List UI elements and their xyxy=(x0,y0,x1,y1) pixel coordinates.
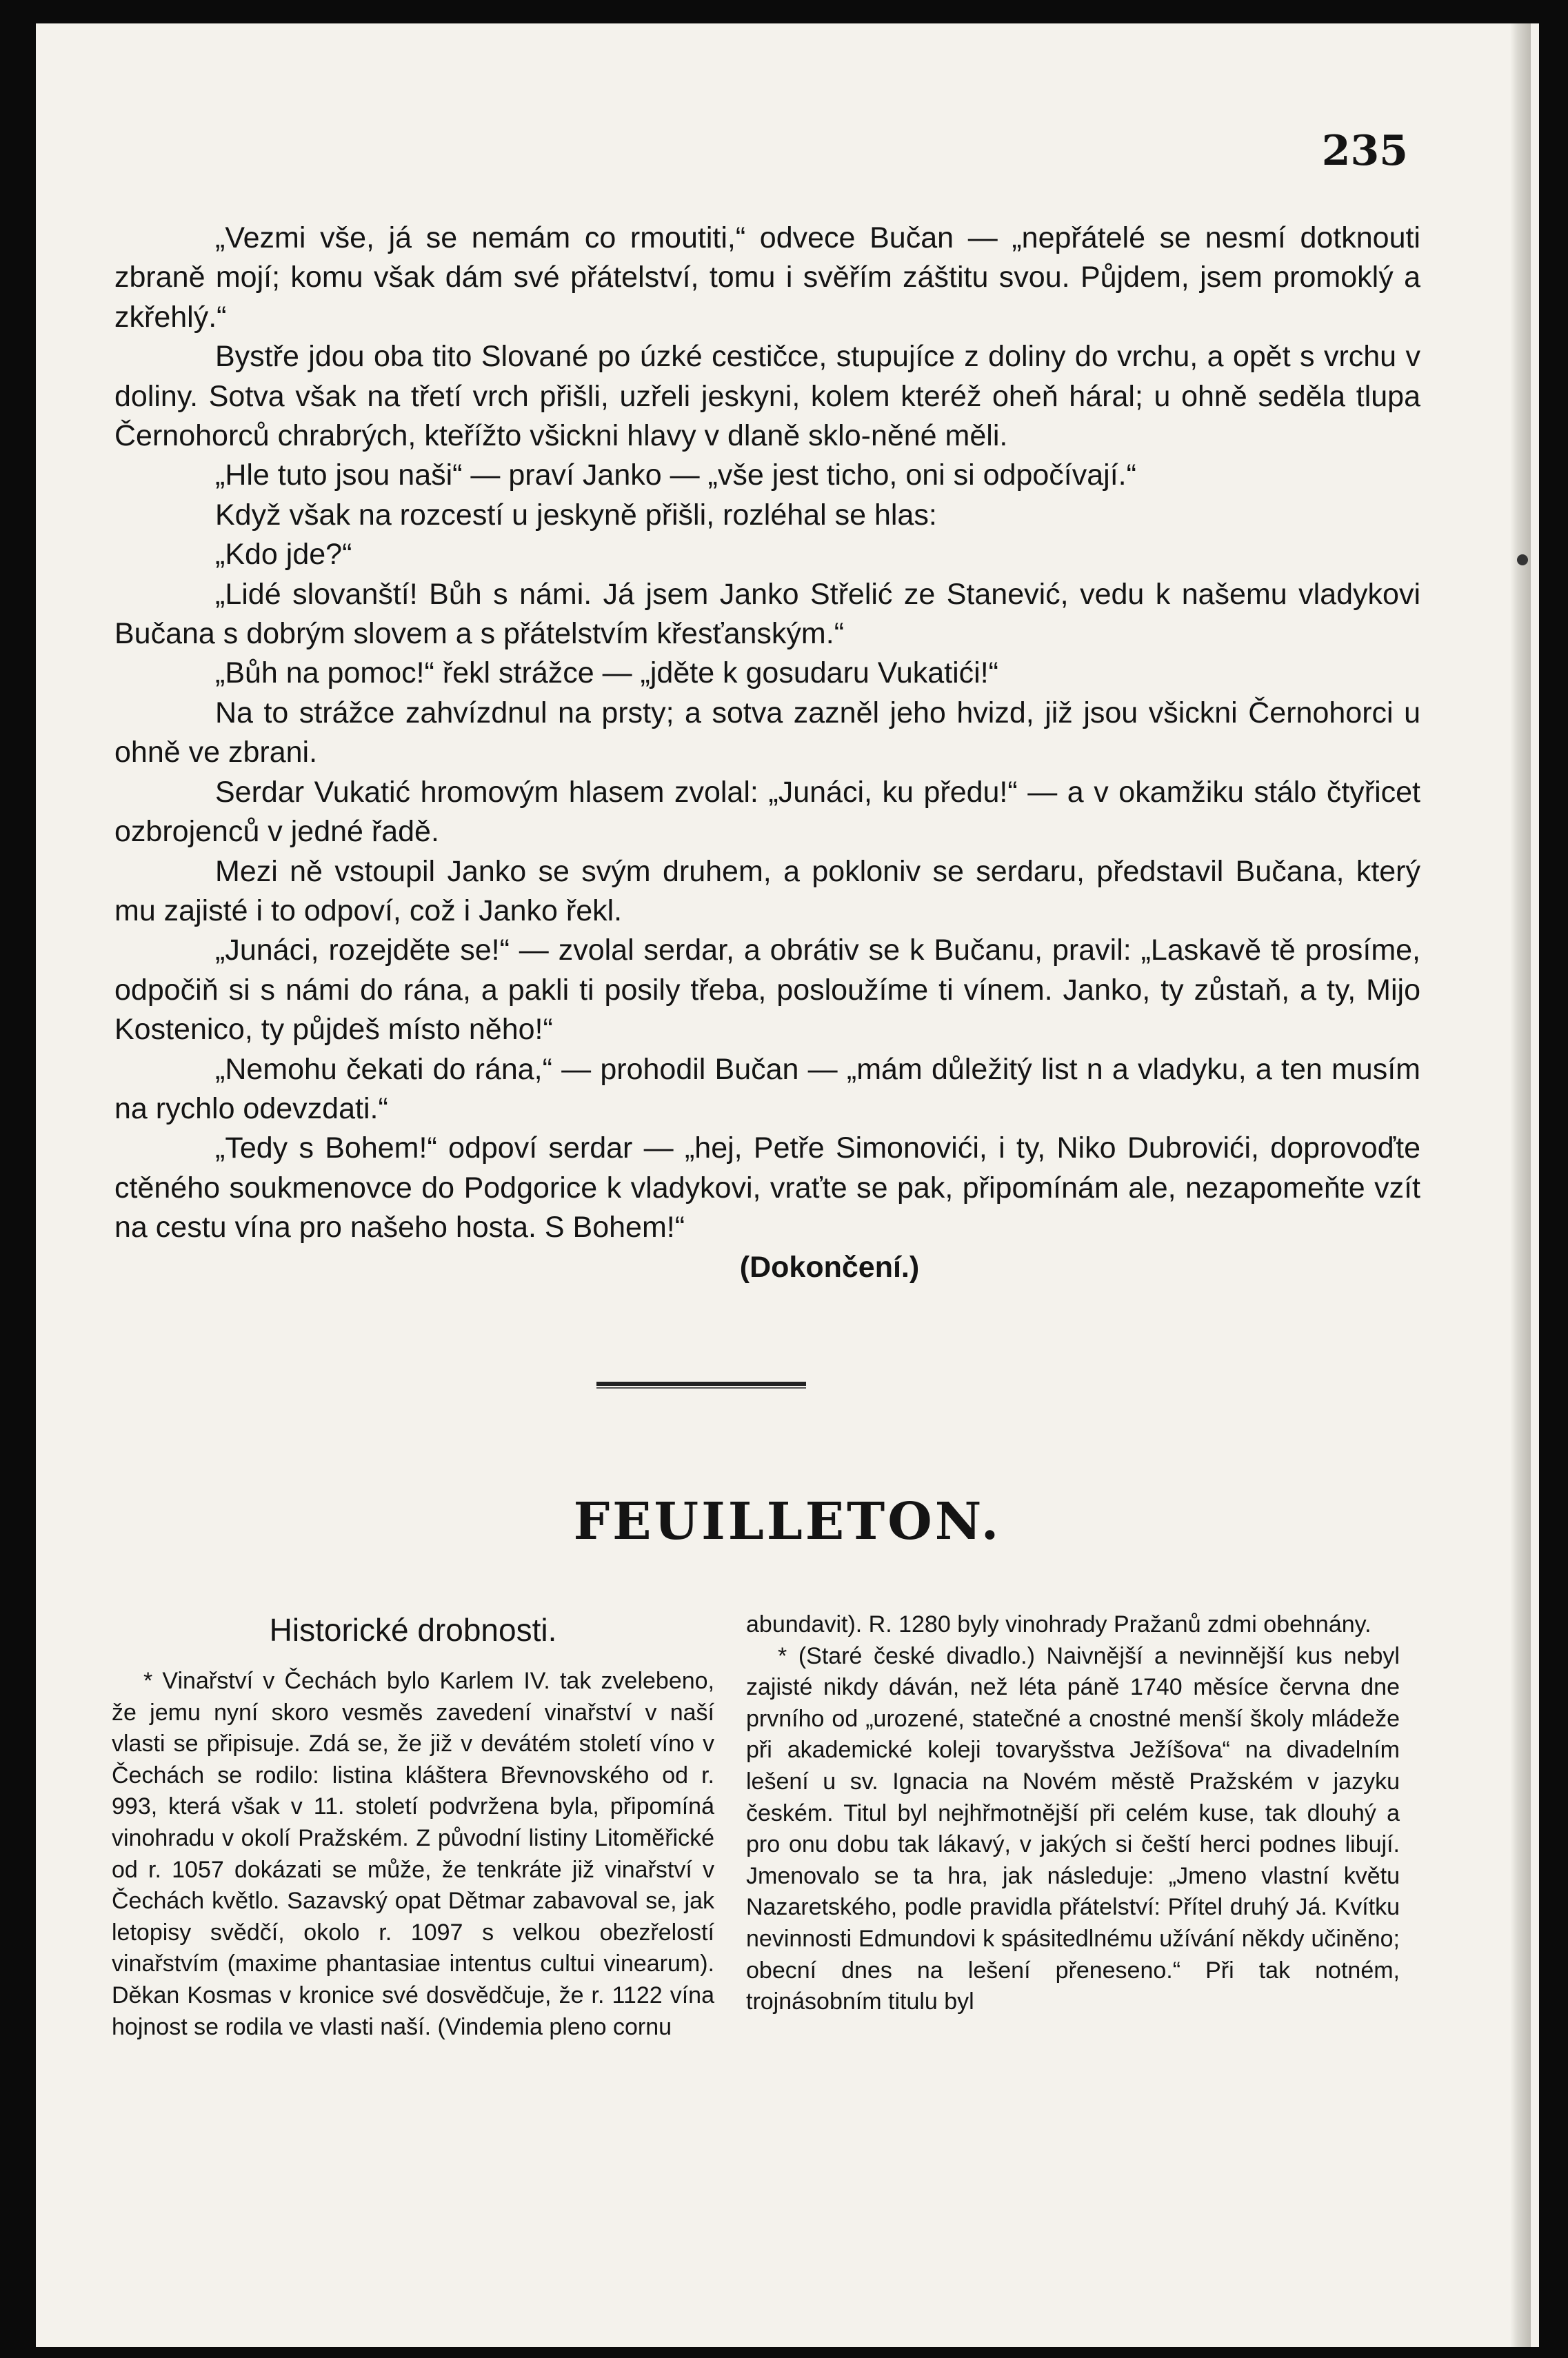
to-be-concluded-note: (Dokončení.) xyxy=(739,1250,920,1284)
page-number: 235 xyxy=(1321,127,1408,175)
story-paragraph: „Bůh na pomoc!“ řekl strážce — „jděte k gosudaru Vukatići!“ xyxy=(215,656,998,690)
left-column xyxy=(112,1609,714,2043)
story-paragraph: „Nemohu čekati do rána,“ — prohodil Bučan — „mám důležitý list n a vladyku, a ten musím na rychlo odevzdati.“ xyxy=(114,1052,1420,1125)
column-paragraph: abundavit). R. 1280 byly vinohrady Pražanů zdmi obehnány. xyxy=(746,1611,1371,1638)
story-paragraph: Na to strážce zahvízdnul na prsty; a sotva zazněl jeho hvizd, již jsou všickni Černohorci u ohně ve zbrani. xyxy=(114,696,1420,769)
story-paragraph: Mezi ně vstoupil Janko se svým druhem, a pokloniv se serdaru, představil Bučana, který mu zajisté i to odpoví, což i Janko řekl. xyxy=(114,854,1420,927)
column-paragraph: * (Staré české divadlo.) Naivnější a nevinnější kus nebyl zajisté nikdy dáván, než léta páně 1740 měsíce června dne prvního od „urozené, statečné a cnostné menší školy mládeže při akademické koleji tovaryšstva Ježíšova“ na divadelním lešení u sv. Ignacia na Novém městě Pražském v jazyku českém. Titul byl nejhřmotnější při celém kuse, tak dlouhý a pro onu dobu tak lákavý, v jakých si čeští herci podnes libují. Jmenovalo se ta hra, jak následuje: „Jmeno vlastní květu Nazaretského, podle pravidla přátelství: Přítel druhý Já. Kvítku nevinnosti Edmundovi k spásitedlnému užívání někdy učiněno; obecní dnes na lešení přeneseno.“ Při tak notném, trojnásobním titulu byl xyxy=(746,1642,1400,2015)
story-paragraph: „Lidé slovanští! Bůh s námi. Já jsem Janko Střelić ze Stanević, vedu k našemu vladykovi Bučana s dobrým slovem a s přátelstvím křesťanským.“ xyxy=(114,577,1420,651)
story-paragraph: Serdar Vukatić hromovým hlasem zvolal: „Junáci, ku předu!“ — a v okamžiku stálo čtyřicet ozbrojenců v jedné řadě. xyxy=(114,775,1420,849)
story-paragraph: „Tedy s Bohem!“ odpoví serdar — „hej, Petře Simonovići, i ty, Niko Dubrovići, doprovoďte ctěného soukmenovce do Podgorice k vladykovi, vraťte se pak, připomínám ale, nezapomeňte vzít na cestu vína pro našeho hosta. S Bohem!“ xyxy=(114,1131,1420,1244)
story-paragraph: „Vezmi vše, já se nemám co rmoutiti,“ odvece Bučan — „nepřátelé se nesmí dotknouti zbraně mojí; komu však dám své přátelství, tomu i svěřím záštitu svou. Půjdem, jsem promoklý a zkřehlý.“ xyxy=(114,221,1420,334)
right-column xyxy=(746,1609,1400,2018)
story-paragraph: „Kdo jde?“ xyxy=(215,538,352,572)
column-paragraph: * Vinařství v Čechách bylo Karlem IV. tak zvelebeno, že jemu nyní skoro vesměs zavedení vinařství v naší vlasti se připisuje. Zdá se, že již v devátém století víno v Čechách se rodilo: listina kláštera Břevnovského od r. 993, která však v 11. století podvržena byla, připomíná vinohradu v okolí Pražském. Z původní listiny Litoměřické od r. 1057 dokázati se může, že tenkráte již vinařství v Čechách květlo. Sazavský opat Dětmar zabavoval se, jak letopisy svědčí, okolo r. 1097 s velkou obezřelostí vinařstvím (maxime phantasiae intentus cultui vinearum). Děkan Kosmas v kronice své dosvědčuje, že r. 1122 vína hojnost se rodila ve vlasti naší. (Vindemia pleno cornu xyxy=(112,1668,714,2040)
story-paragraph: „Hle tuto jsou naši“ — praví Janko — „vše jest ticho, oni si odpočívají.“ xyxy=(215,458,1136,492)
story-paragraph: Bystře jdou oba tito Slované po úzké cestičce, stupujíce z doliny do vrchu, a opět s vrchu v doliny. Sotva však na třetí vrch přišli, uzřeli jeskyni, kolem kteréž oheň háral; u ohně seděla tlupa Černohorců chrabrých, kteřížto všickni hlavy v dlaně sklo-něné měli. xyxy=(114,340,1420,453)
page-edge xyxy=(1510,23,1531,2347)
feuilleton-heading: FEUILLETON. xyxy=(573,1492,1002,1551)
story-text xyxy=(114,219,1420,1287)
ink-spot xyxy=(1517,554,1528,565)
book-page xyxy=(36,23,1539,2347)
column-heading: Historické drobnosti. xyxy=(269,1612,557,1648)
story-paragraph: „Junáci, rozejděte se!“ — zvolal serdar, a obrátiv se k Bučanu, pravil: „Laskavě tě prosíme, odpočiň si s námi do rána, a pakli ti posily třeba, posloužíme ti vínem. Janko, ty zůstaň, a ty, Mijo Kostenico, ty půjdeš místo něho!“ xyxy=(114,934,1420,1047)
story-paragraph: Když však na rozcestí u jeskyně přišli, rozléhal se hlas: xyxy=(215,498,937,532)
section-divider xyxy=(596,1382,806,1386)
